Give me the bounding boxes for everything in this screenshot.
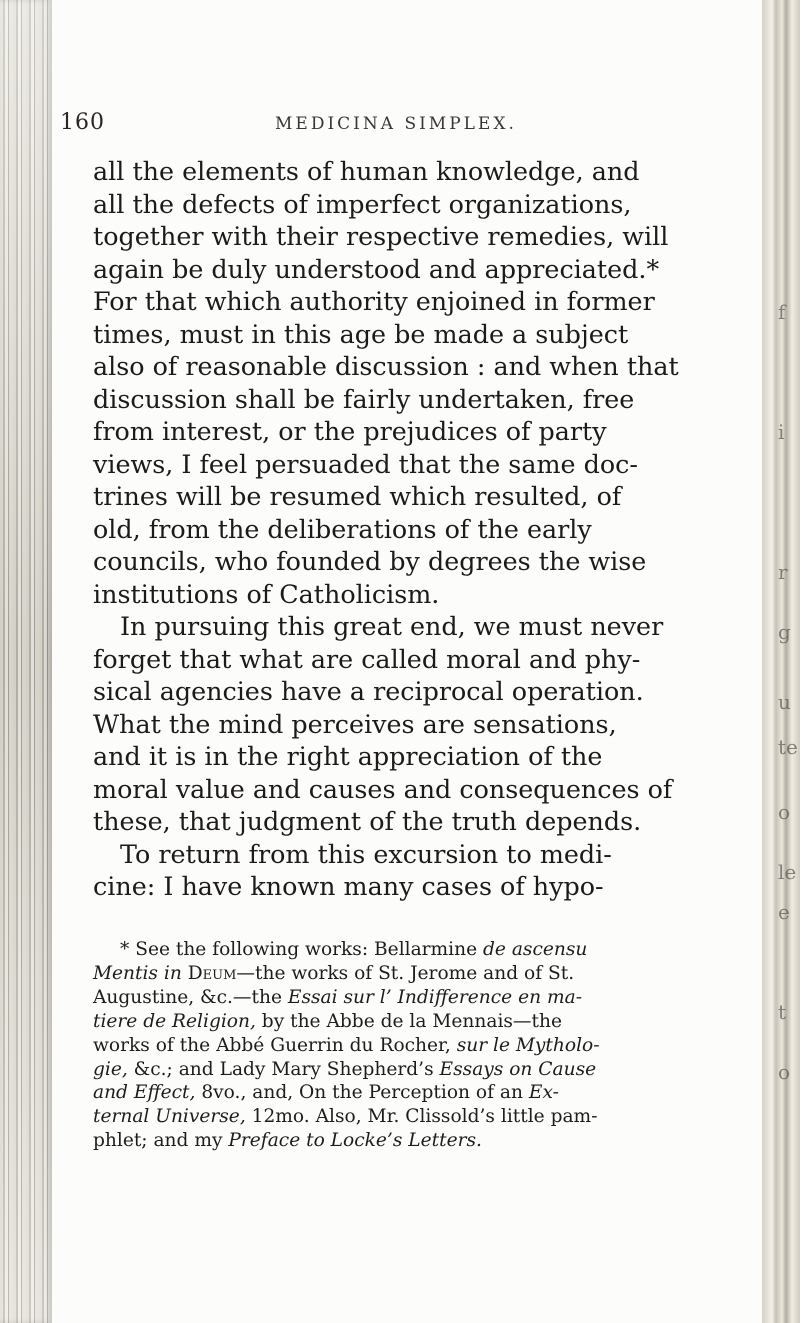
running-head: MEDICINA SIMPLEX. <box>275 114 517 134</box>
text-line: What the mind perceives are sensations, <box>93 708 617 739</box>
text-line: views, I feel persuaded that the same doc- <box>93 448 638 479</box>
text-line: councils, who founded by degrees the wise <box>93 546 647 576</box>
text-line: these, that judgment of the truth depends. <box>93 806 642 836</box>
text-line: institutions of Catholicism. <box>93 578 440 609</box>
text-line: and it is in the right appreciation of the <box>93 741 603 771</box>
book-binding-edge <box>0 0 52 1323</box>
footnote-line: Mentis in Deum—the works of St. Jerome and of St. <box>93 962 575 984</box>
text-line: cine: I have known many cases of hypo- <box>93 871 604 901</box>
footnote-line: works of the Abbé Guerrin du Rocher, sur le Mytholo- <box>93 1034 600 1056</box>
text-line: all the elements of human knowledge, and <box>93 156 640 186</box>
text-line: all the defects of imperfect organizations, <box>93 188 632 219</box>
paragraph-start-line: In pursuing this great end, we must never <box>120 611 664 641</box>
text-line: together with their respective remedies, will <box>93 221 669 251</box>
text-line: moral value and causes and consequences of <box>93 773 673 804</box>
text-line: also of reasonable discussion : and when that <box>93 351 679 381</box>
footnote <box>93 938 755 1153</box>
main-text <box>93 155 745 903</box>
footnote-line: and Effect, 8vo., and, On the Perception of an Ex- <box>93 1082 559 1104</box>
text-line: sical agencies have a reciprocal operation. <box>93 676 644 706</box>
footnote-line: Augustine, &c.—the Essai sur l’ Indifference en ma- <box>93 986 582 1008</box>
text-line: from interest, or the prejudices of party <box>93 416 607 446</box>
text-line: times, must in this age be made a subject <box>93 318 629 349</box>
paragraph-start-line: To return from this excursion to medi- <box>120 838 612 869</box>
text-line: trines will be resumed which resulted, of <box>93 481 622 511</box>
footnote-line: tiere de Religion, by the Abbe de la Mennais—the <box>93 1010 562 1032</box>
footnote-line: phlet; and my Preface to Locke’s Letters. <box>93 1130 482 1152</box>
page-header <box>60 110 660 136</box>
page-number: 160 <box>60 110 105 135</box>
footnote-line: * See the following works: Bellarmine de ascensu <box>120 939 588 960</box>
text-line: again be duly understood and appreciated.* <box>93 253 660 284</box>
text-line: For that which authority enjoined in former <box>93 286 655 316</box>
text-line: old, from the deliberations of the early <box>93 513 592 544</box>
text-line: forget that what are called moral and phy- <box>93 643 641 674</box>
footnote-line: gie, &c.; and Lady Mary Shepherd’s Essays on Cause <box>93 1058 597 1080</box>
text-line: discussion shall be fairly undertaken, free <box>93 383 635 414</box>
facing-page-edge: f i r g u te o le e t o <box>762 0 800 1323</box>
footnote-line: ternal Universe, 12mo. Also, Mr. Clissold’s little pam- <box>93 1106 598 1128</box>
